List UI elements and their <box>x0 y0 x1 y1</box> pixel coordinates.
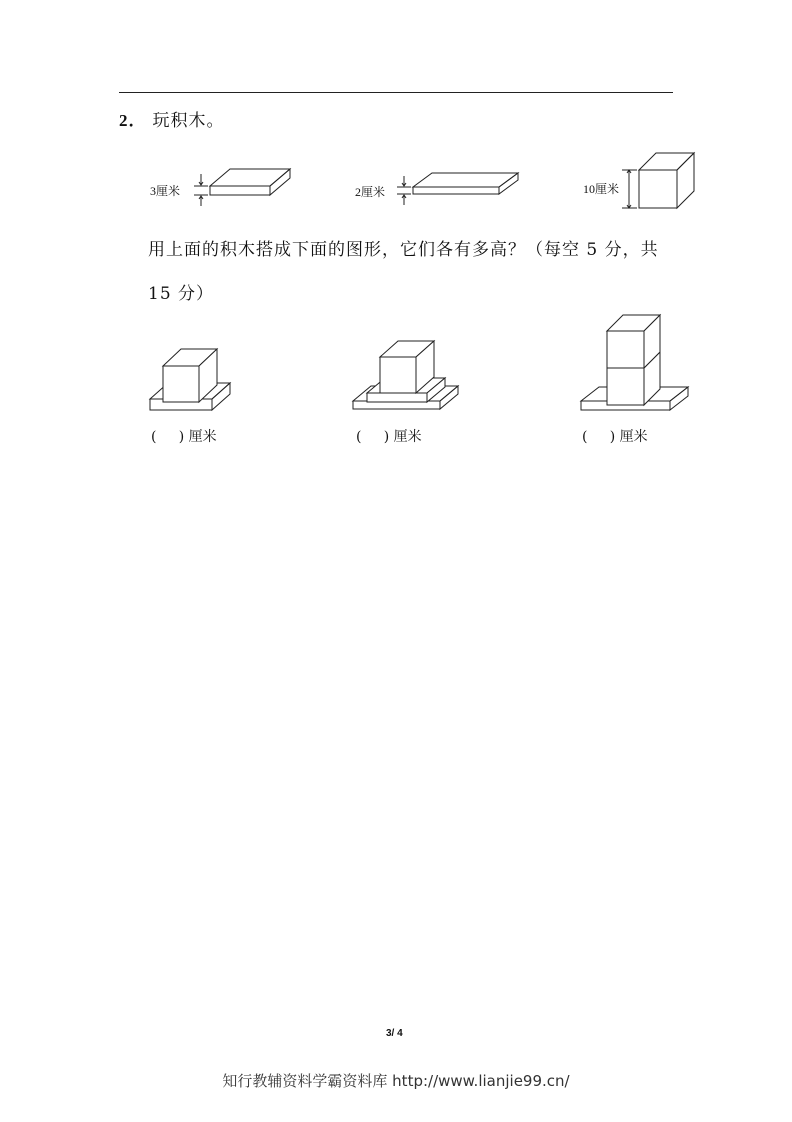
answer-blank-2[interactable]: ( ) 厘米 <box>356 429 422 445</box>
figure-cube-on-board <box>150 349 230 410</box>
question-instruction: 用上面的积木搭成下面的图形，它们各有多高？（每空 5 分，共 15 分） <box>148 240 659 304</box>
footer-source[interactable]: 知行教辅资料学霸资料库 http://www.lianjie99.cn/ <box>222 1072 570 1090</box>
figure-cube-on-two-boards <box>353 341 458 409</box>
figure-two-cubes-on-board <box>581 315 688 410</box>
dimension-arrow-3 <box>622 170 637 208</box>
answer-blank-1[interactable]: ( ) 厘米 <box>151 429 217 445</box>
block-label-3: 10厘米 <box>583 182 620 196</box>
question-title-text: 玩积木。 <box>152 111 225 131</box>
dimension-arrow-1 <box>194 174 208 206</box>
answer-blank-3[interactable]: ( ) 厘米 <box>582 429 648 445</box>
cube-icon <box>639 153 694 208</box>
question-number: 2． <box>119 111 147 130</box>
flat-board-icon <box>210 169 290 195</box>
block-label-2: 2厘米 <box>355 185 386 199</box>
dimension-arrow-2 <box>397 176 411 205</box>
long-board-icon <box>413 173 518 194</box>
page-number: 3/ 4 <box>386 1028 403 1039</box>
block-label-1: 3厘米 <box>150 184 181 198</box>
